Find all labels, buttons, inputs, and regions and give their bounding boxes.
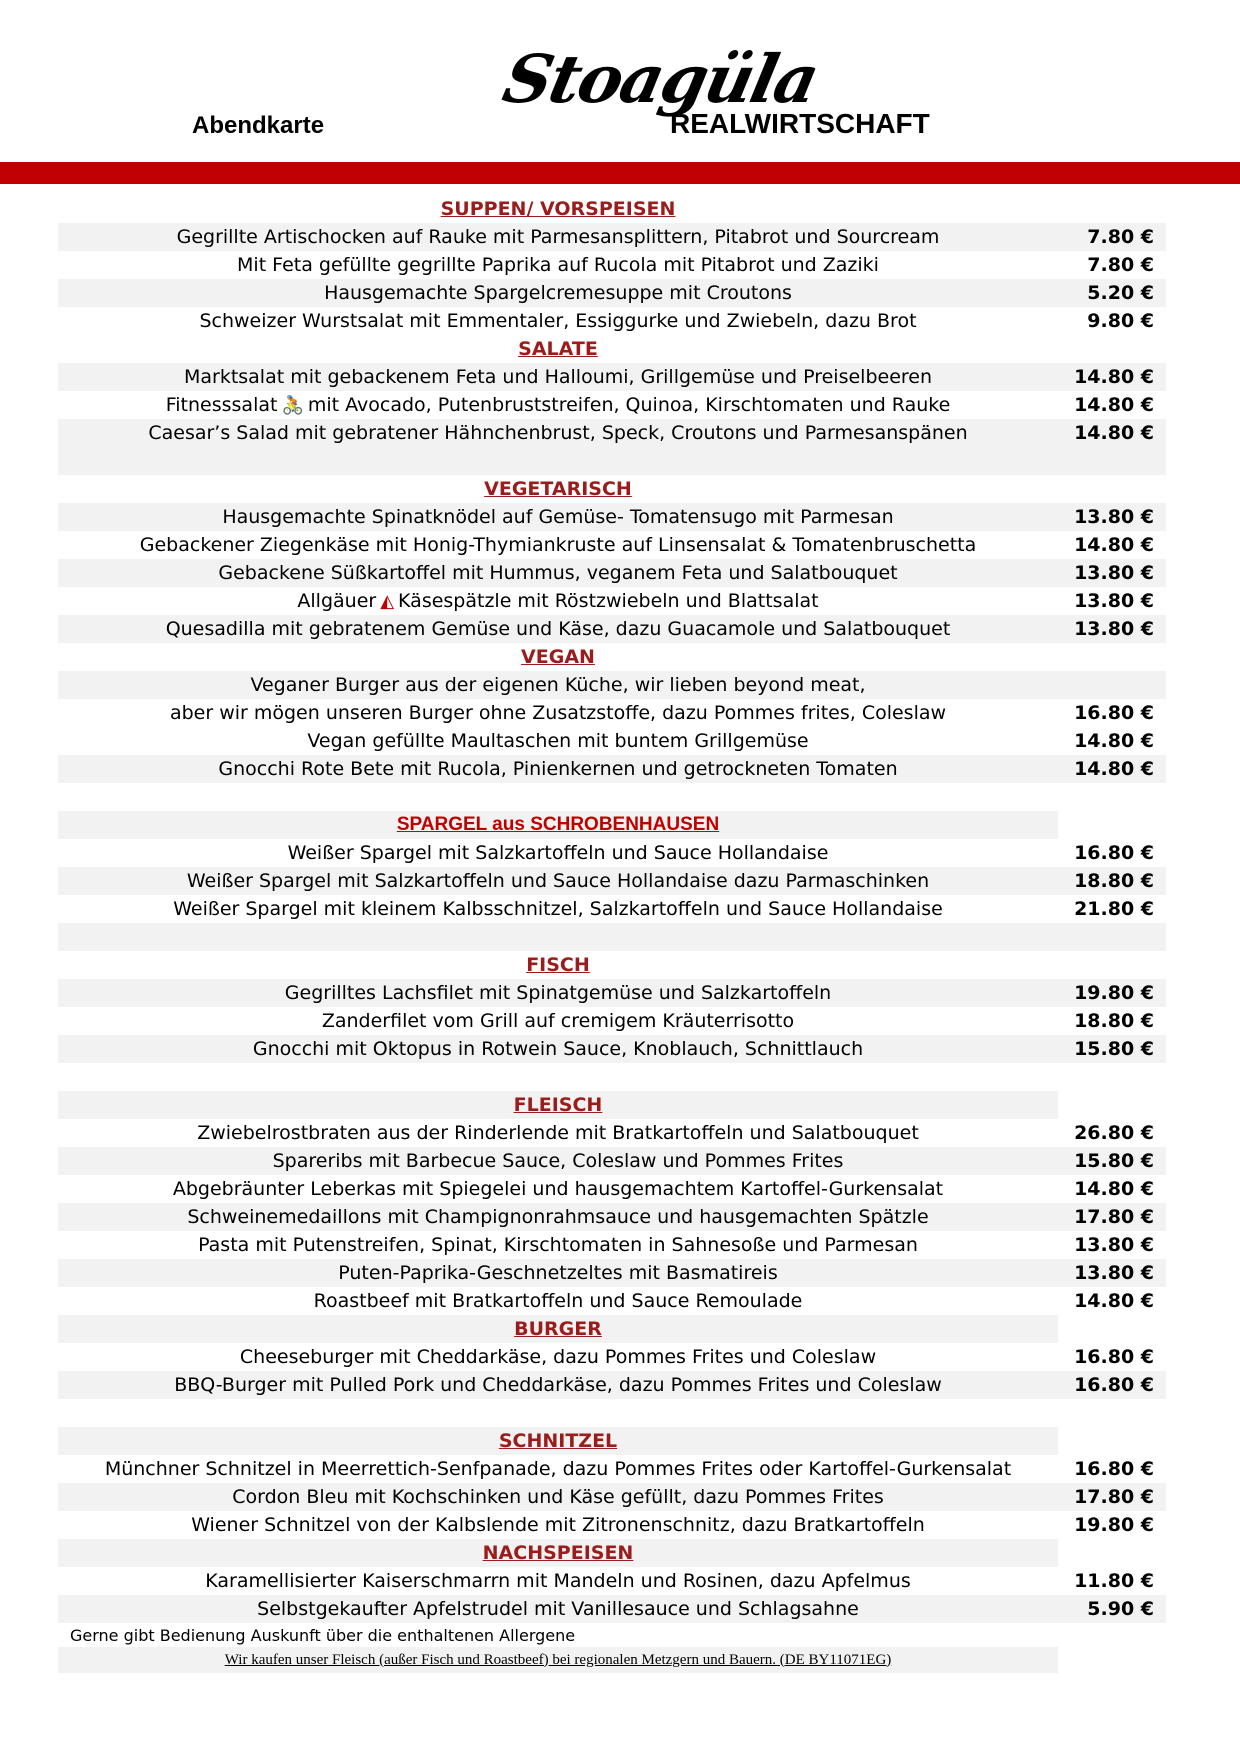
item-description: Gegrilltes Lachsfilet mit Spinatgemüse und Salzkartoffeln: [284, 982, 832, 1004]
item-description: Weißer Spargel mit Salzkartoffeln und Sauce Hollandaise dazu Parmaschinken: [186, 870, 930, 892]
item-price: 16.80 €: [1074, 1374, 1154, 1396]
section-title: SCHNITZEL: [58, 1427, 1058, 1455]
item-description: Abgebräunter Leberkas mit Spiegelei und hausgemachtem Kartoffel-Gurkensalat: [172, 1178, 944, 1200]
item-price: 16.80 €: [1074, 1346, 1154, 1368]
menu-item: [58, 839, 1166, 867]
menu-item: [58, 223, 1166, 251]
item-description: Gnocchi Rote Bete mit Rucola, Pinienkernen und getrockneten Tomaten: [218, 758, 898, 780]
item-price: 14.80 €: [1074, 394, 1154, 416]
menu-item: [58, 1147, 1166, 1175]
section-title: BURGER: [58, 1315, 1058, 1343]
allergen-note: Gerne gibt Bedienung Auskunft über die enthaltenen Allergene: [70, 1625, 576, 1645]
item-description: Gegrillte Artischocken auf Rauke mit Parmesansplittern, Pitabrot und Sourcream: [176, 226, 940, 248]
item-description-part: mit Avocado, Putenbruststreifen, Quinoa, Kirschtomaten und Rauke: [307, 394, 951, 416]
menu-item: [58, 559, 1166, 587]
item-price: 19.80 €: [1074, 1514, 1154, 1536]
menu-list: [58, 195, 1166, 1673]
item-price: 16.80 €: [1074, 702, 1154, 724]
menu-title: Abendkarte: [192, 112, 325, 139]
item-price: 14.80 €: [1074, 422, 1154, 444]
item-price: 19.80 €: [1074, 982, 1154, 1004]
item-description: Mit Feta gefüllte gegrillte Paprika auf Rucola mit Pitabrot und Zaziki: [237, 254, 879, 276]
menu-item: [58, 1259, 1166, 1287]
item-price: 14.80 €: [1074, 534, 1154, 556]
menu-item: [58, 867, 1166, 895]
menu-item: [58, 587, 1166, 615]
item-description: Pasta mit Putenstreifen, Spinat, Kirschtomaten in Sahnesoße und Parmesan: [198, 1234, 918, 1256]
item-price: 13.80 €: [1074, 562, 1154, 584]
section-title: FISCH: [526, 954, 590, 976]
menu-item: [58, 895, 1166, 923]
item-price: 13.80 €: [1074, 506, 1154, 528]
item-price: 7.80 €: [1087, 254, 1154, 276]
section-title: VEGAN: [521, 646, 595, 668]
menu-item: [58, 727, 1166, 755]
bicycle-icon: 🚴: [281, 395, 304, 416]
spacer: [58, 1063, 1166, 1091]
cheese-icon: ◭: [380, 591, 395, 612]
item-price: 16.80 €: [1074, 1458, 1154, 1480]
menu-item: [58, 531, 1166, 559]
item-price: 17.80 €: [1074, 1206, 1154, 1228]
item-price: 14.80 €: [1074, 366, 1154, 388]
item-price: 14.80 €: [1074, 730, 1154, 752]
item-description: Puten-Paprika-Geschnetzeltes mit Basmatireis: [338, 1262, 778, 1284]
item-description: [58, 394, 1058, 416]
item-description: Gnocchi mit Oktopus in Rotwein Sauce, Knoblauch, Schnittlauch: [252, 1038, 864, 1060]
item-description: Weißer Spargel mit Salzkartoffeln und Sauce Hollandaise: [287, 842, 829, 864]
menu-item: [58, 615, 1166, 643]
item-price: 18.80 €: [1074, 870, 1154, 892]
item-price: 13.80 €: [1074, 590, 1154, 612]
menu-item: [58, 1231, 1166, 1259]
item-price: 17.80 €: [1074, 1486, 1154, 1508]
item-price: 16.80 €: [1074, 842, 1154, 864]
spacer: [58, 1399, 1166, 1427]
item-description: Marktsalat mit gebackenem Feta und Halloumi, Grillgemüse und Preiselbeeren: [183, 366, 933, 388]
item-price: 14.80 €: [1074, 1178, 1154, 1200]
menu-item: [58, 1343, 1166, 1371]
header-divider-bar: [0, 162, 1240, 184]
item-description: Roastbeef mit Bratkartoffeln und Sauce Remoulade: [313, 1290, 803, 1312]
logo-script: Stoagüla: [496, 40, 825, 118]
menu-item: [58, 1119, 1166, 1147]
menu-item: [58, 1483, 1166, 1511]
menu-item: [58, 979, 1166, 1007]
item-description: Hausgemachte Spinatknödel auf Gemüse- Tomatensugo mit Parmesan: [222, 506, 894, 528]
menu-item: [58, 1511, 1166, 1539]
item-description: Gebackene Süßkartoffel mit Hummus, veganem Feta und Salatbouquet: [218, 562, 898, 584]
menu-item: [58, 699, 1166, 727]
menu-item: [58, 419, 1166, 447]
sourcing-note: Wir kaufen unser Fleisch (außer Fisch und Roastbeef) bei regionalen Metzgern und Bauern. (DE BY11071EG): [58, 1647, 1058, 1673]
menu-item: [58, 307, 1166, 335]
menu-item: [58, 503, 1166, 531]
item-description: BBQ-Burger mit Pulled Pork und Cheddarkäse, dazu Pommes Frites und Coleslaw: [174, 1374, 942, 1396]
item-description: Vegan gefüllte Maultaschen mit buntem Grillgemüse: [307, 730, 809, 752]
menu-item: [58, 1287, 1166, 1315]
item-price: 11.80 €: [1074, 1570, 1154, 1592]
menu-item: [58, 671, 1166, 699]
item-price: 15.80 €: [1074, 1150, 1154, 1172]
menu-item: [58, 363, 1166, 391]
menu-item: [58, 1455, 1166, 1483]
item-price: 5.20 €: [1087, 282, 1154, 304]
item-description: Caesar’s Salad mit gebratener Hähnchenbrust, Speck, Croutons und Parmesanspänen: [148, 422, 968, 444]
menu-item: [58, 391, 1166, 419]
menu-item: [58, 279, 1166, 307]
item-description: Selbstgekaufter Apfelstrudel mit Vanillesauce und Schlagsahne: [257, 1598, 859, 1620]
item-description: [58, 590, 1058, 612]
item-description: Münchner Schnitzel in Meerrettich-Senfpanade, dazu Pommes Frites oder Kartoffel-Gurkensalat: [104, 1458, 1012, 1480]
item-description: Wiener Schnitzel von der Kalbslende mit Zitronenschnitz, dazu Bratkartoffeln: [191, 1514, 925, 1536]
menu-item: [58, 251, 1166, 279]
item-description: Spareribs mit Barbecue Sauce, Coleslaw und Pommes Frites: [272, 1150, 844, 1172]
spacer: [58, 783, 1166, 811]
section-title: SALATE: [518, 338, 598, 360]
spacer: [58, 923, 1166, 951]
menu-item: [58, 1203, 1166, 1231]
section-title: FLEISCH: [58, 1091, 1058, 1119]
item-price: 14.80 €: [1074, 758, 1154, 780]
section-title: VEGETARISCH: [484, 478, 632, 500]
item-description: Quesadilla mit gebratenem Gemüse und Käse, dazu Guacamole und Salatbouquet: [165, 618, 951, 640]
menu-item: [58, 1035, 1166, 1063]
item-description: Cheeseburger mit Cheddarkäse, dazu Pommes Frites und Coleslaw: [239, 1346, 877, 1368]
spacer: [58, 447, 1166, 475]
item-description: Weißer Spargel mit kleinem Kalbsschnitzel, Salzkartoffeln und Sauce Hollandaise: [173, 898, 943, 920]
menu-item: [58, 755, 1166, 783]
logo-subtitle: REALWIRTSCHAFT: [670, 108, 930, 139]
item-description: Hausgemachte Spargelcremesuppe mit Croutons: [324, 282, 792, 304]
section-title: NACHSPEISEN: [58, 1539, 1058, 1567]
item-price: 5.90 €: [1087, 1598, 1154, 1620]
section-title: SPARGEL aus SCHROBENHAUSEN: [58, 811, 1058, 839]
item-description-part: Käsespätzle mit Röstzwiebeln und Blattsalat: [398, 590, 819, 612]
item-description: Karamellisierter Kaiserschmarrn mit Mandeln und Rosinen, dazu Apfelmus: [205, 1570, 911, 1592]
menu-item: [58, 1595, 1166, 1623]
item-description: aber wir mögen unseren Burger ohne Zusatzstoffe, dazu Pommes frites, Coleslaw: [169, 702, 947, 724]
item-description: Zanderfilet vom Grill auf cremigem Kräuterrisotto: [321, 1010, 795, 1032]
item-description: Schweizer Wurstsalat mit Emmentaler, Essiggurke und Zwiebeln, dazu Brot: [199, 310, 917, 332]
item-price: 9.80 €: [1087, 310, 1154, 332]
item-price: 21.80 €: [1074, 898, 1154, 920]
item-price: 13.80 €: [1074, 1234, 1154, 1256]
item-description: Zwiebelrostbraten aus der Rinderlende mit Bratkartoffeln und Salatbouquet: [197, 1122, 919, 1144]
menu-item: [58, 1567, 1166, 1595]
menu-item: [58, 1371, 1166, 1399]
menu-item: [58, 1007, 1166, 1035]
item-price: 13.80 €: [1074, 618, 1154, 640]
item-description: Veganer Burger aus der eigenen Küche, wir lieben beyond meat,: [250, 674, 866, 696]
item-price: 7.80 €: [1087, 226, 1154, 248]
section-title: SUPPEN/ VORSPEISEN: [440, 198, 676, 220]
item-description: Schweinemedaillons mit Champignonrahmsauce und hausgemachten Spätzle: [187, 1206, 929, 1228]
item-description-part: Fitnesssalat: [165, 394, 278, 416]
item-price: 13.80 €: [1074, 1262, 1154, 1284]
item-description: Gebackener Ziegenkäse mit Honig-Thymiankruste auf Linsensalat & Tomatenbruschetta: [139, 534, 977, 556]
item-price: 18.80 €: [1074, 1010, 1154, 1032]
item-price: 15.80 €: [1074, 1038, 1154, 1060]
item-description: Cordon Bleu mit Kochschinken und Käse gefüllt, dazu Pommes Frites: [232, 1486, 884, 1508]
item-description-part: Allgäuer: [297, 590, 377, 612]
menu-item: [58, 1175, 1166, 1203]
item-price: 14.80 €: [1074, 1290, 1154, 1312]
item-price: 26.80 €: [1074, 1122, 1154, 1144]
